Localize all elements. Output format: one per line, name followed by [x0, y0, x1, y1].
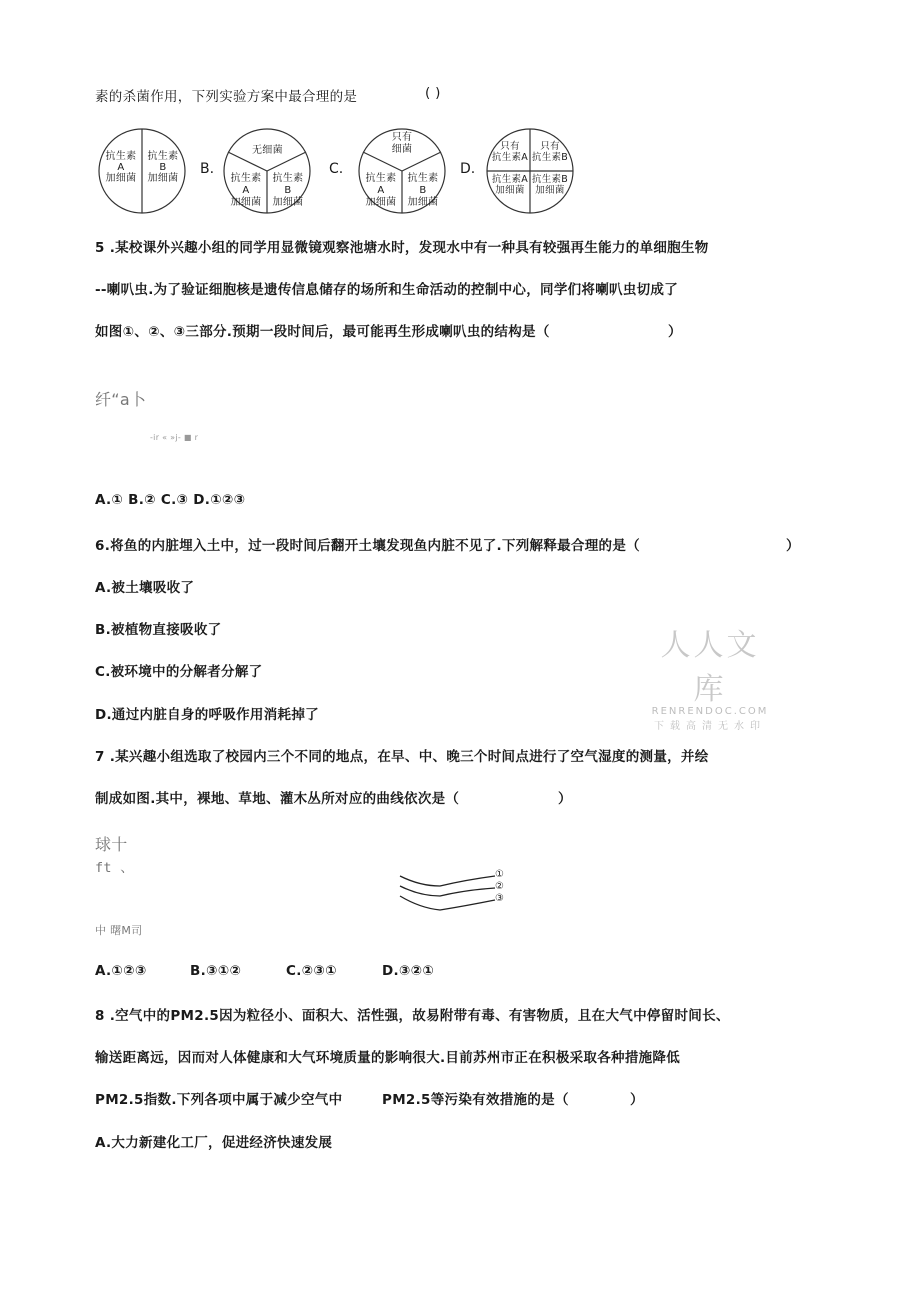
curve-label-3: ③ [495, 893, 505, 904]
q7-answer-c: C.②③① [286, 963, 337, 979]
plate-a-label-3: 加细菌 [105, 173, 137, 184]
plate-c-label-5: 抗生素B [407, 173, 439, 196]
plate-c-label-3: 抗生素A [365, 173, 397, 196]
q7-ocr-fragment-2: ft 、 [95, 860, 135, 876]
plate-b-label-2: 抗生素A [230, 173, 262, 196]
plate-d-label-7: 抗生素B [531, 174, 569, 185]
q7-line-2: 制成如图.其中，裸地、草地、灌木丛所对应的曲线依次是（ [95, 791, 460, 807]
q7-answer-d: D.③②① [382, 963, 435, 979]
plate-d-label-2: 抗生素A [491, 152, 529, 163]
plate-d-label-3: 只有 [540, 141, 560, 152]
q5-line-3: 如图①、②、③三部分.预期一段时间后，最可能再生形成喇叭虫的结构是（ [95, 324, 550, 340]
option-b-letter: B. [200, 161, 215, 177]
plate-c-label-4: 加细菌 [365, 197, 397, 208]
q8-line-3a: PM2.5指数.下列各项中属于减少空气中 [95, 1092, 343, 1108]
humidity-curves-figure [395, 868, 520, 922]
q8-line-1: 8 .空气中的PM2.5因为粒径小、面积大、活性强，故易附带有毒、有害物质，且在大气中停留时间长、 [95, 1008, 730, 1024]
q5-paren-close: ） [668, 324, 682, 340]
petri-dish-d [485, 127, 575, 215]
q5-ocr-fragment-2: -ir « »j- ■ r [150, 433, 199, 442]
watermark-tagline: 下载高清无水印 [654, 721, 766, 732]
q4-paren: ( ) [425, 85, 441, 101]
q5-ocr-fragment-1: 纤“a卜 [95, 390, 147, 409]
q6-stem: 6.将鱼的内脏埋入土中，过一段时间后翻开土壤发现鱼内脏不见了.下列解释最合理的是（ [95, 538, 640, 554]
plate-d-label-4: 抗生素B [531, 152, 569, 163]
option-c-letter: C. [329, 161, 344, 177]
q8-paren-close: ） [630, 1092, 644, 1108]
plate-b-label-1: 无细菌 [252, 145, 283, 156]
q7-answer-b: B.③①② [190, 963, 242, 979]
watermark-title: 人人文库 [660, 628, 760, 707]
option-d-letter: D. [460, 161, 476, 177]
petri-dish-a [97, 127, 187, 215]
q6-option-b: B.被植物直接吸收了 [95, 622, 222, 638]
plate-c-label-1: 只有 [391, 132, 413, 143]
q7-line-1: 7 .某兴趣小组选取了校园内三个不同的地点，在早、中、晚三个时间点进行了空气湿度的测量，并绘 [95, 749, 709, 765]
plate-d-label-1: 只有 [500, 141, 520, 152]
q7-paren-close: ） [558, 791, 572, 807]
q7-ocr-fragment-3: 中 曙M司 [95, 924, 143, 937]
petri-dish-c [357, 127, 447, 215]
plate-c-label-6: 加细菌 [407, 197, 439, 208]
curve-label-1: ① [495, 869, 505, 880]
plate-d-label-6: 加细菌 [495, 185, 525, 196]
petri-dish-b [222, 127, 312, 215]
plate-b-label-5: 加细菌 [272, 197, 304, 208]
plate-a-label-6: 加细菌 [147, 173, 179, 184]
watermark-url: RENRENDOC.COM [651, 706, 769, 717]
q6-option-c: C.被环境中的分解者分解了 [95, 664, 263, 680]
plate-b-label-4: 抗生素B [272, 173, 304, 196]
q4-intro: 素的杀菌作用，下列实验方案中最合理的是 [95, 89, 358, 105]
plate-a-label-2: A [117, 162, 125, 173]
plate-d-label-5: 抗生素A [491, 174, 529, 185]
plate-a-label-5: B [159, 162, 167, 173]
q5-line-2: --喇叭虫.为了验证细胞核是遗传信息储存的场所和生命活动的控制中心，同学们将喇叭虫切成了 [95, 282, 679, 298]
q6-paren-close: ） [786, 538, 800, 554]
plate-d-label-8: 加细菌 [535, 185, 565, 196]
plate-a-label-4: 抗生素 [147, 151, 179, 162]
q8-line-3b: PM2.5等污染有效措施的是（ [382, 1092, 569, 1108]
plate-b-label-3: 加细菌 [230, 197, 262, 208]
q5-answer-options: A.① B.② C.③ D.①②③ [95, 492, 246, 508]
q7-answer-a: A.①②③ [95, 963, 147, 979]
q8-option-a: A.大力新建化工厂，促进经济快速发展 [95, 1135, 333, 1151]
q7-ocr-fragment-1: 球十 [95, 835, 128, 854]
q6-option-d: D.通过内脏自身的呼吸作用消耗掉了 [95, 707, 319, 723]
q8-line-2: 输送距离远，因而对人体健康和大气环境质量的影响很大.目前苏州市正在积极采取各种措施降低 [95, 1050, 681, 1066]
q5-line-1: 5 .某校课外兴趣小组的同学用显微镜观察池塘水时，发现水中有一种具有较强再生能力的单细胞生物 [95, 240, 709, 256]
watermark [645, 620, 775, 732]
curve-label-2: ② [495, 881, 505, 892]
plate-c-label-2: 细菌 [391, 144, 413, 155]
plate-a-label-1: 抗生素 [105, 151, 137, 162]
q6-option-a: A.被土壤吸收了 [95, 580, 195, 596]
